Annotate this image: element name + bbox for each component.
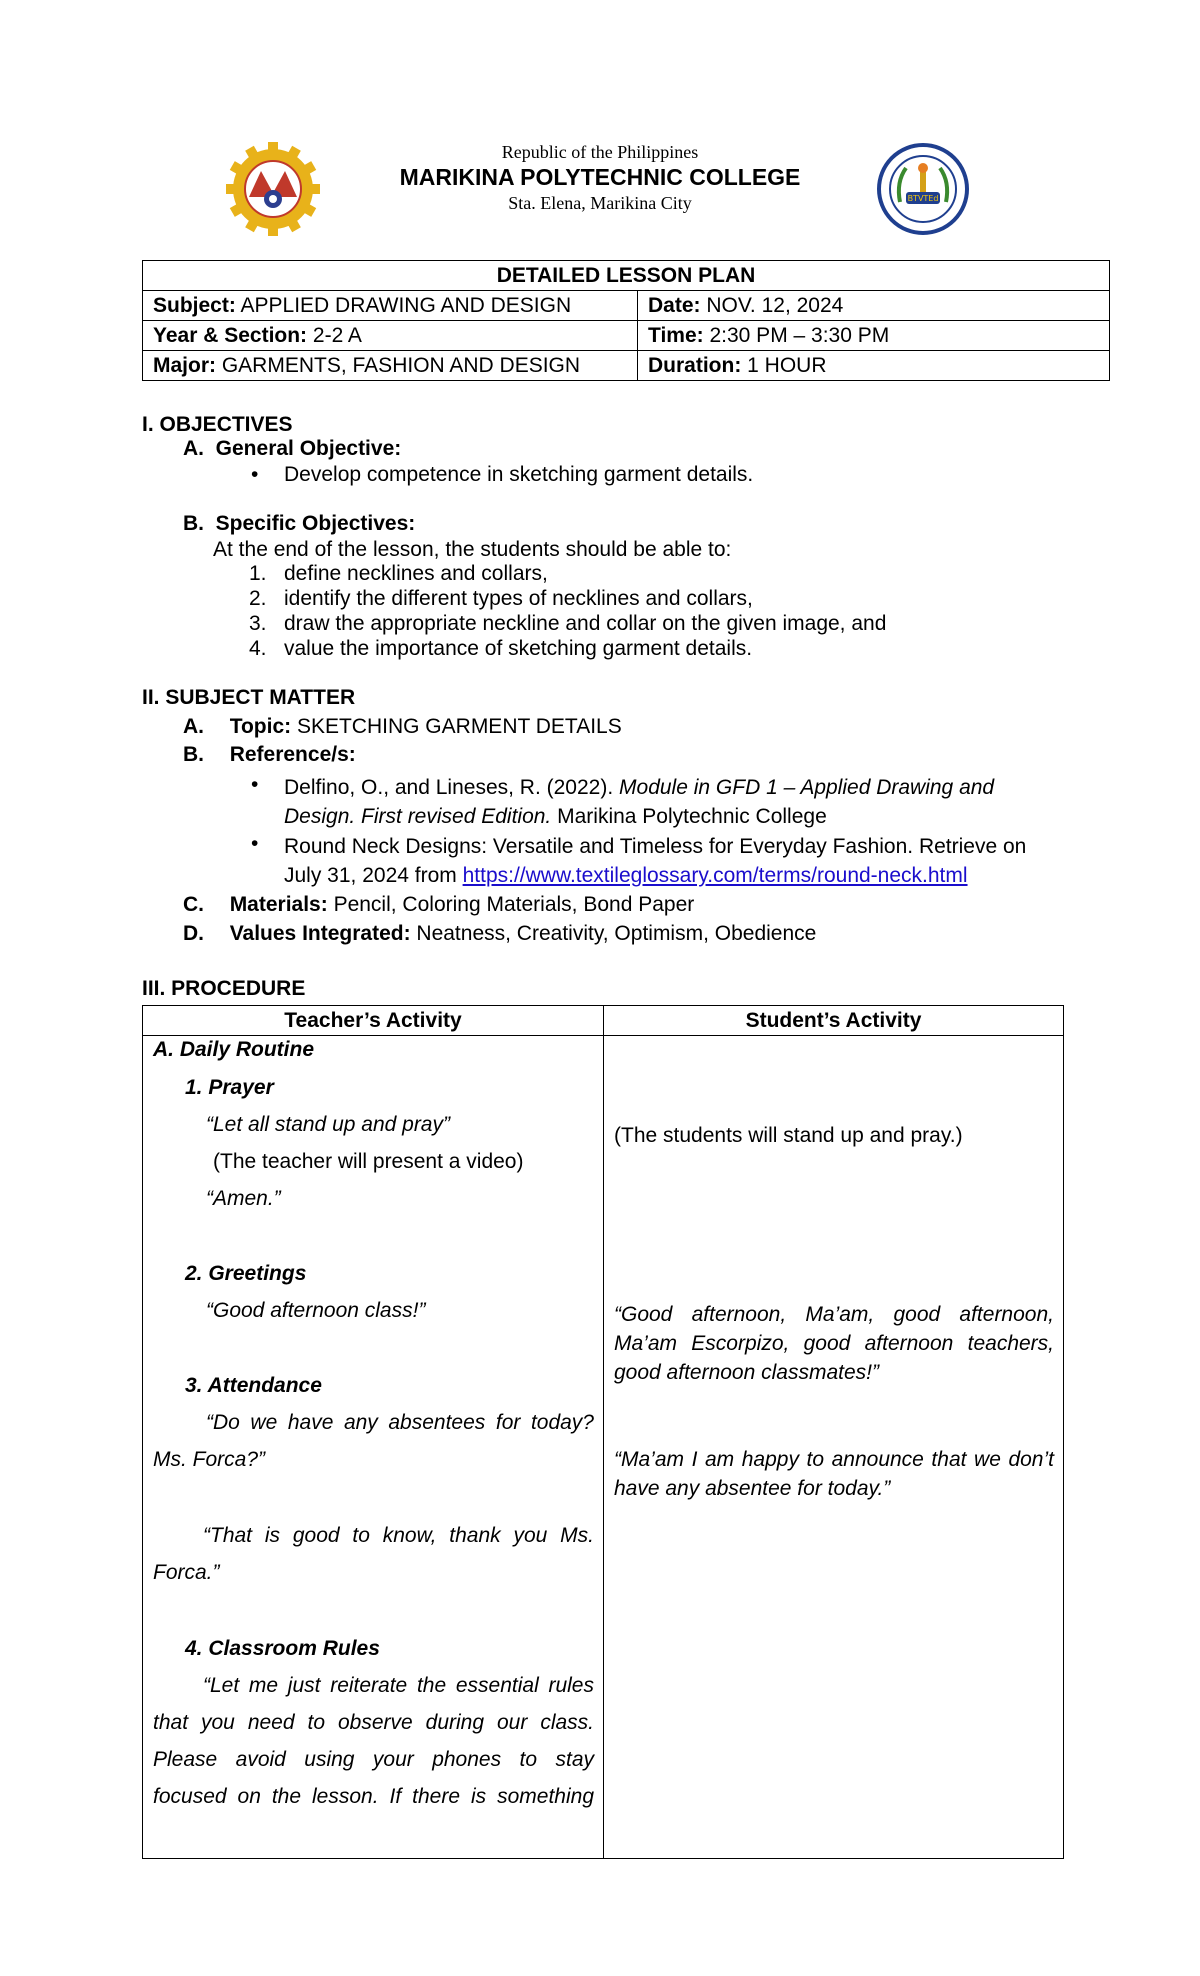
values-label: Values Integrated: [229,922,411,945]
major-label: Major: [153,354,216,377]
date-label: Date: [648,294,701,317]
subject-cell [143,291,638,321]
materials-value: Pencil, Coloring Materials, Bond Paper [327,893,695,916]
attendance-line: “Do we have any absentees for today? [206,1411,594,1434]
specific-objectives-intro: At the end of the lesson, the students should be able to: [213,538,732,561]
time-value: 2:30 PM – 3:30 PM [703,324,890,347]
prayer-heading: 1. Prayer [185,1076,274,1099]
topic-letter: A. [183,715,204,738]
college-name: MARIKINA POLYTECHNIC COLLEGE [399,164,801,190]
specific-objective-item: define necklines and collars, [284,562,548,585]
date-value: NOV. 12, 2024 [700,294,844,317]
teacher-activity-header: Teacher’s Activity [143,1006,604,1036]
specific-objective-item: identify the different types of necklines and collars, [284,587,753,610]
college-address: Sta. Elena, Marikina City [508,193,692,213]
student-greeting-line: good afternoon classmates!” [614,1361,879,1384]
student-attendance-line: “Ma’am I am happy to announce that we don’t [614,1448,1054,1471]
materials-letter: C. [183,893,204,916]
classroom-rules-heading: 4. Classroom Rules [185,1637,380,1660]
values-value: Neatness, Creativity, Optimism, Obedience [410,922,817,945]
student-greeting-line: Ma’am Escorpizo, good afternoon teachers, [614,1332,1054,1355]
specific-objective-item: draw the appropriate neckline and collar on the given image, and [284,612,887,635]
general-objective-item: Develop competence in sketching garment details. [284,463,754,486]
subject-matter-heading: II. SUBJECT MATTER [142,686,356,709]
objectives-heading: I. OBJECTIVES [142,413,293,436]
lesson-info-table [142,260,1110,381]
values-line [183,922,816,946]
prayer-line: (The teacher will present a video) [213,1150,524,1173]
republic-line: Republic of the Philippines [501,142,699,162]
duration-cell [638,351,1110,381]
prayer-line: “Let all stand up and pray” [206,1113,450,1136]
teacher-activity-cell [143,1036,604,1859]
materials-line [183,893,694,917]
year-section-cell [143,321,638,351]
specific-objective-item: value the importance of sketching garment details. [284,637,753,660]
reference-link[interactable]: https://www.textileglossary.com/terms/round-neck.html [462,864,968,887]
greetings-line: “Good afternoon class!” [206,1299,426,1322]
references-line [183,743,356,767]
lesson-plan-title: DETAILED LESSON PLAN [143,261,1110,291]
specific-objective-number: 4. [249,637,267,660]
attendance-line: “That is good to know, thank you Ms. [203,1524,594,1547]
procedure-table [142,1005,1064,1859]
references-letter: B. [183,743,204,766]
procedure-heading: III. PROCEDURE [142,977,306,1000]
topic-line [183,715,622,739]
time-cell [638,321,1110,351]
subject-label: Subject: [153,294,236,317]
attendance-line: Ms. Forca?” [153,1448,266,1471]
topic-value: SKETCHING GARMENT DETAILS [291,715,622,738]
reference-bullet: • [251,773,259,796]
daily-routine-heading: A. Daily Routine [153,1038,315,1061]
specific-objective-number: 2. [249,587,267,610]
prayer-line: “Amen.” [206,1187,281,1210]
major-value: GARMENTS, FASHION AND DESIGN [216,354,581,377]
general-objective-heading: A. General Objective: [183,437,402,460]
student-activity-cell [604,1036,1064,1859]
rules-line: Please avoid using your phones to stay [153,1748,594,1771]
student-attendance-line: have any absentee for today.” [614,1477,891,1500]
materials-label: Materials: [229,893,328,916]
specific-objective-number: 3. [249,612,267,635]
right-logo [876,142,970,236]
reference-1: Delfino, O., and Lineses, R. (2022). Module in GFD 1 – Applied Drawing and Design. First revised Edition. Marikina Polytechnic College [284,776,995,828]
student-greeting-line: “Good afternoon, Ma’am, good afternoon, [614,1303,1054,1326]
values-letter: D. [183,922,204,945]
duration-value: 1 HOUR [741,354,827,377]
specific-objectives-heading: B. Specific Objectives: [183,512,416,535]
student-activity-header: Student’s Activity [604,1006,1064,1036]
rules-line: focused on the lesson. If there is something [153,1785,594,1808]
topic-label: Topic: [229,715,292,738]
year-value: 2-2 A [307,324,362,347]
greetings-heading: 2. Greetings [185,1262,307,1285]
attendance-heading: 3. Attendance [185,1374,322,1397]
attendance-line: Forca.” [153,1561,220,1584]
rules-line: that you need to observe during our class. [153,1711,594,1734]
student-prayer-response: (The students will stand up and pray.) [614,1124,963,1147]
year-label: Year & Section: [153,324,308,347]
reference-bullet: • [251,832,259,855]
specific-objective-number: 1. [249,562,267,585]
references-label: Reference/s: [229,743,356,766]
major-cell [143,351,638,381]
subject-value: APPLIED DRAWING AND DESIGN [235,294,572,317]
rules-line: “Let me just reiterate the essential rules [203,1674,594,1697]
date-cell [638,291,1110,321]
time-label: Time: [648,324,704,347]
general-objective-bullet: • [251,463,259,486]
reference-2: Round Neck Designs: Versatile and Timeless for Everyday Fashion. Retrieve on July 31, 2024 from https://www.textileglossary.com/terms/round-neck.html [284,835,1027,887]
duration-label: Duration: [648,354,742,377]
right-logo-text: BTVTEd [907,194,939,203]
